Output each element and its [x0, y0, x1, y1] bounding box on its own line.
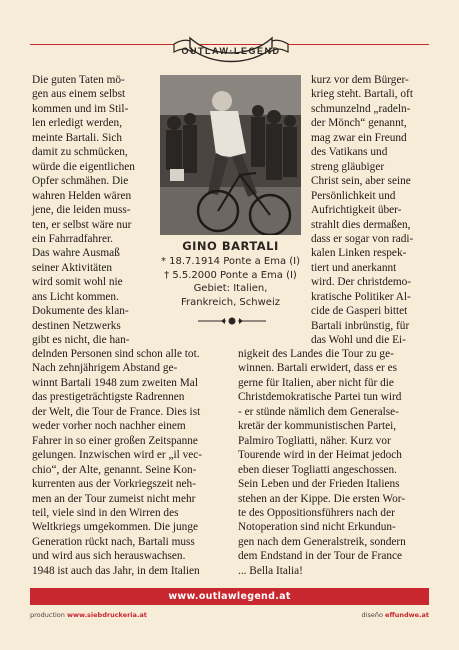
caption-region-1: Gebiet: Italien,: [193, 283, 268, 294]
svg-text:OUTLAW·LEGEND: OUTLAW·LEGEND: [181, 46, 281, 56]
footer-website-bar: [30, 588, 429, 605]
footer-production: [30, 611, 147, 619]
cyclist-photo: [160, 75, 301, 235]
outlaw-legend-logo: [172, 18, 290, 68]
production-label: production: [30, 611, 65, 619]
footer-design: [362, 611, 429, 619]
caption-died: † 5.5.2000 Ponte a Ema (I): [164, 269, 297, 281]
article-right-column: kurz vor dem Bürger- krieg steht. Bartali, oft schmunzelnd „radeln- der Mönch“ genannt, mag zwar ein Freund des Vatikans und streng gläubiger Christ sein, aber seine Persönlichkeit und Aufrichtigkeit über- strahlt dies dermaßen, dass er sogar von radi- kalen Linken respek- tiert und anerkannt wird. Der christdemo- kratische Politiker Al- cide de Gasperi bittet Bartali inbrünstig, für das Wohl und die Ei-: [311, 74, 414, 347]
photo-caption: [160, 239, 301, 309]
caption-region-2: Frankreich, Schweiz: [181, 296, 280, 308]
ornament-divider-icon: [196, 316, 268, 326]
design-link[interactable]: effundwe.at: [385, 611, 429, 619]
article-left-column: Die guten Taten mö- gen aus einem selbst kommen und im Stil- len erledigt werden, meinte Bartali. Sich damit zu schmücken, würde die eigentlichen Opfer schmähen. Die wahren Helden wären jene, die leiden muss- ten, er selbst wäre nur ein Fahrradfahrer. Das wahre Ausmaß seiner Aktivitäten wird somit wohl nie ans Licht kommen. Dokumente des klan- destinen Netzwerks gibt es nicht, die han-: [32, 74, 135, 347]
article-right-lower: nigkeit des Landes die Tour zu ge- winnen. Bartali erwidert, dass er es gerne für Italien, aber nicht für die Christdemokratische Partei tun wird - er stünde nämlich dem Generalse- kretär der kommunistischen Partei, Palmiro Togliatti, näher. Kurz vor Tourende wird in der Heimat jedoch eben dieser Togliatti angeschossen. Sein Leben und der Frieden Italiens stehen an der Kippe. Die ersten Wor- te des Oppositionsführers nach der Notoperation sind nicht Erkundun- gen nach dem Generalstreik, sondern dem Endstand in der Tour de France ... Bella Italia!: [238, 348, 406, 577]
ribbon-logo-icon: [172, 18, 290, 68]
caption-name: GINO BARTALI: [182, 239, 279, 253]
article-left-lower: delnden Personen sind schon alle tot. Nach zehnjährigem Abstand ge- winnt Bartali 1948 zum zweiten Mal das prestigeträchtigste Radrennen der Welt, die Tour de France. Dies ist weder vorher noch nachher einem Fahrer in so einer großen Zeitspanne gelungen. Inzwischen wird er „il vec- chio“, der Alte, genannt. Seine Kon- kurrenten aus der Vorkriegszeit neh- men an der Tour zumeist nicht mehr teil, viele sind in den Wirren des Weltkriegs umgekommen. Die junge Generation rückt nach, Bartali muss und wird aus sich herauswachsen. 1948 ist auch das Jahr, in dem Italien: [32, 348, 203, 577]
design-label: diseño: [361, 611, 383, 619]
production-link[interactable]: www.siebdruckeria.at: [66, 611, 147, 619]
footer-website[interactable]: www.outlawlegend.at: [168, 591, 291, 602]
caption-born: * 18.7.1914 Ponte a Ema (I): [160, 256, 301, 267]
